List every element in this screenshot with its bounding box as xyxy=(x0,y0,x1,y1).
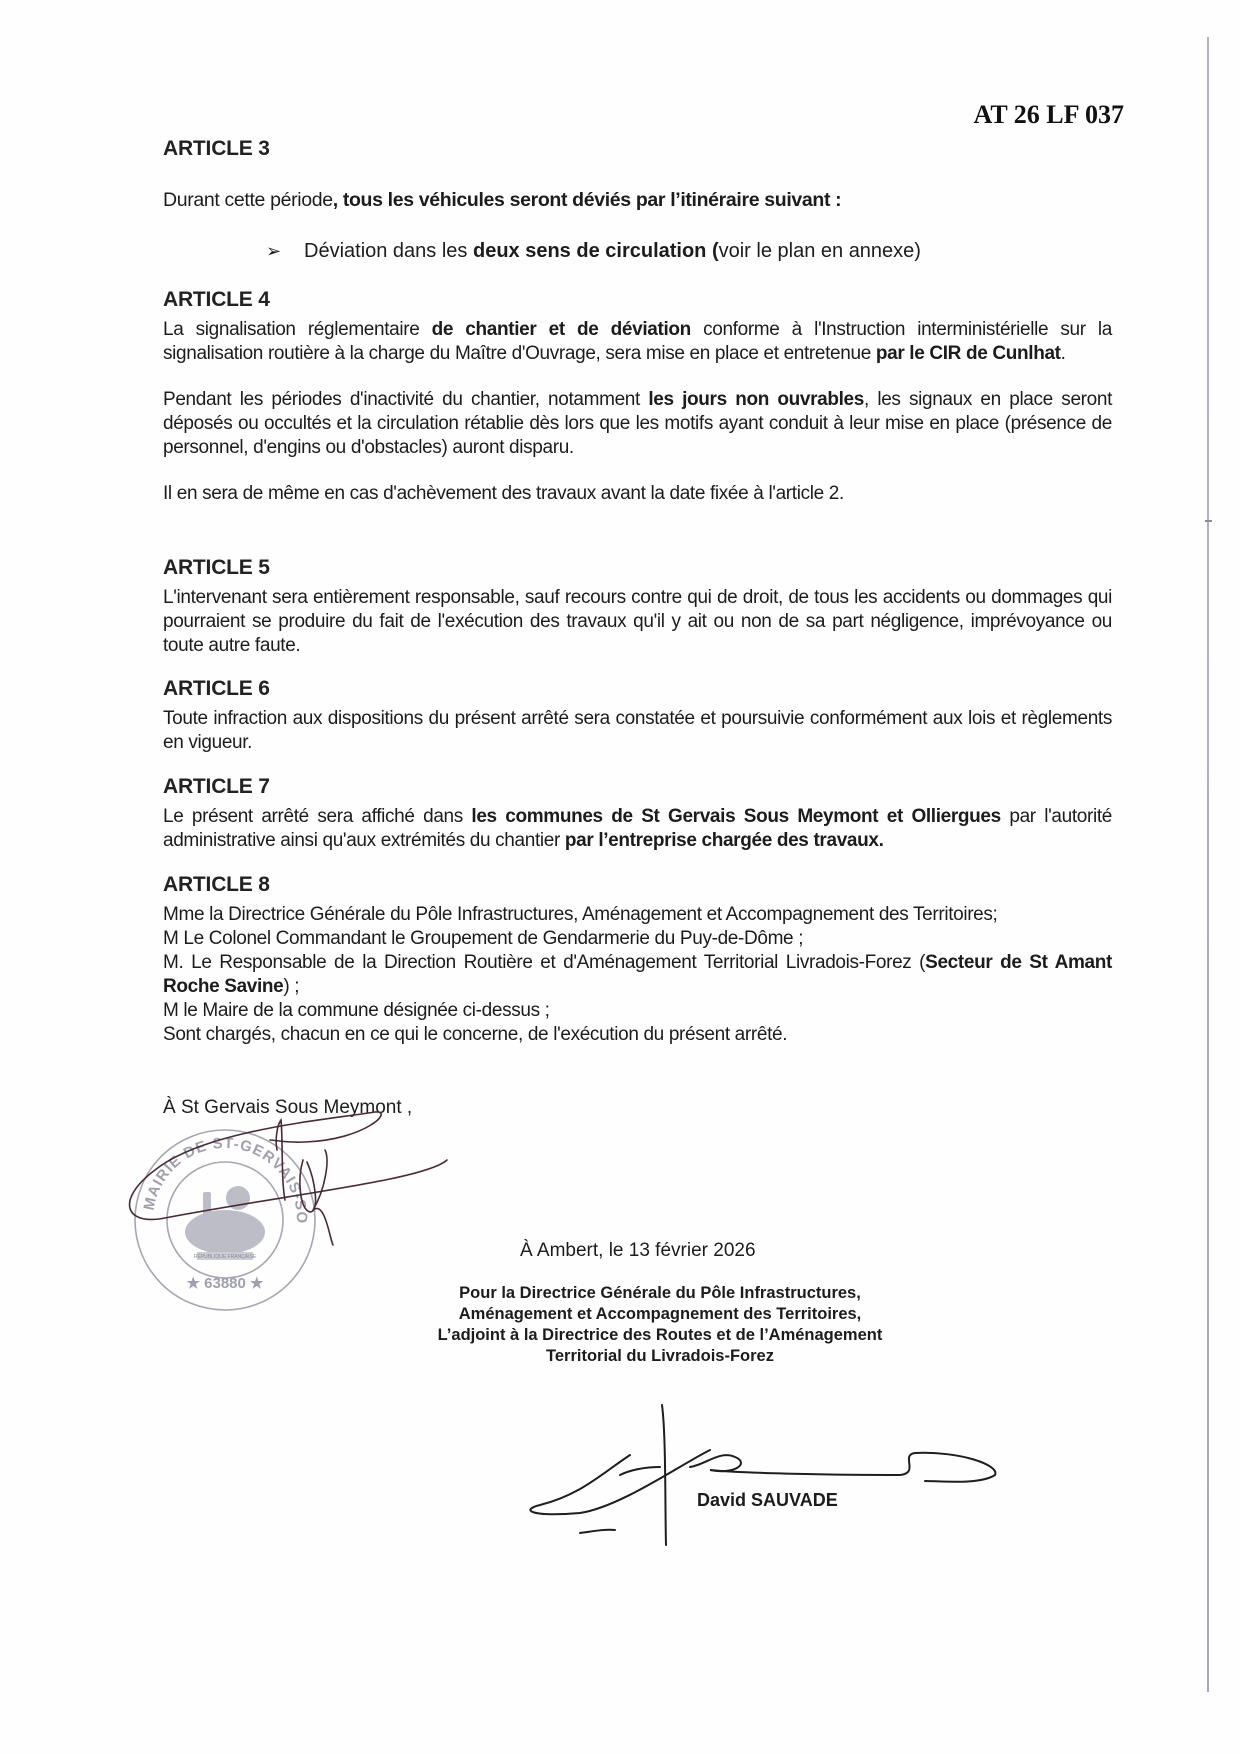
signatory-title-line: Aménagement et Accompagnement des Territoires, xyxy=(458,1305,862,1323)
text-bold: les jours non ouvrables xyxy=(648,389,864,410)
text: , les signaux en place seront déposés ou occultés et la circulation rétablie dès lors que les motifs ayant conduit à leur mise en place (présence de personnel, d'engins ou d'obstacles) auront disparu. xyxy=(163,389,1112,458)
article-5 xyxy=(163,556,1112,658)
article-8 xyxy=(163,873,1112,1047)
stamp-banner: RÉPUBLIQUE FRANÇAISE xyxy=(193,1254,257,1260)
text-bold: de chantier et de déviation xyxy=(431,319,691,340)
text: par l'autorité administrative ainsi qu'aux extrémités du chantier xyxy=(163,806,1112,851)
article-3-intro-plain: Durant cette période xyxy=(163,189,333,211)
article-4-paragraph-2 xyxy=(163,388,1112,460)
article-3-bullet xyxy=(266,240,921,263)
signatory-title-line: Territorial du Livradois-Forez xyxy=(546,1347,774,1365)
mayor-signature xyxy=(125,1100,465,1250)
stamp-postcode: ★ 63880 ★ xyxy=(186,1275,264,1292)
article-4 xyxy=(163,288,1112,506)
article-7-text xyxy=(163,805,1112,853)
signatory-title-line: L’adjoint à la Directrice des Routes et de l’Aménagement xyxy=(437,1326,883,1344)
document-reference: AT 26 LF 037 xyxy=(973,100,1124,129)
article-8-line-3 xyxy=(163,951,1112,999)
article-7 xyxy=(163,775,1112,853)
bullet-text-plain-1: Déviation dans les xyxy=(304,240,473,262)
article-8-line-1: Mme la Directrice Générale du Pôle Infrastructures, Aménagement et Accompagnement des Territoires; xyxy=(163,904,998,925)
article-8-line-2: M Le Colonel Commandant le Groupement de Gendarmerie du Puy-de-Dôme ; xyxy=(163,928,804,949)
article-7-heading: ARTICLE 7 xyxy=(163,775,270,798)
text-bold: par le CIR de Cunlhat xyxy=(875,343,1061,364)
article-6-heading: ARTICLE 6 xyxy=(163,677,270,700)
signatory-title-line: Pour la Directrice Générale du Pôle Infrastructures, xyxy=(459,1284,861,1302)
article-8-line-4: M le Maire de la commune désignée ci-dessus ; xyxy=(163,1000,550,1021)
text: conforme à l'Instruction interministérielle sur la signalisation routière à la charge du Maître d'Ouvrage, sera mise en place et entretenue xyxy=(163,319,1112,364)
article-4-paragraph-1 xyxy=(163,318,1112,366)
text: ) ; xyxy=(283,976,300,997)
article-5-text: L'intervenant sera entièrement responsable, sauf recours contre qui de droit, de tous les accidents ou dommages qui pourraient se produire du fait de l'exécution des travaux qu'il y ait ou non de sa part négligence, imprévoyance ou toute autre faute. xyxy=(163,587,1112,656)
place-line: À St Gervais Sous Meymont , xyxy=(163,1097,413,1118)
article-6-text: Toute infraction aux dispositions du présent arrêté sera constatée et poursuivie conformément aux lois et règlements en vigueur. xyxy=(163,708,1112,753)
article-3-intro-bold: , tous les véhicules seront déviés par l’itinéraire suivant : xyxy=(332,189,842,211)
signatory-signature xyxy=(520,1395,1000,1555)
article-8-line-5: Sont chargés, chacun en ce qui le concerne, de l'exécution du présent arrêté. xyxy=(163,1024,788,1045)
date-line: À Ambert, le 13 février 2026 xyxy=(520,1240,756,1261)
text: La signalisation réglementaire xyxy=(163,319,432,340)
article-3-heading: ARTICLE 3 xyxy=(163,137,270,160)
text: Le présent arrêté sera affiché dans xyxy=(163,806,472,827)
scan-edge-tick xyxy=(1205,520,1212,522)
text: . xyxy=(1060,343,1066,364)
article-4-heading: ARTICLE 4 xyxy=(163,288,270,311)
signatory-name: David SAUVADE xyxy=(697,1490,838,1510)
text: Pendant les périodes d'inactivité du chantier, notamment xyxy=(163,389,649,410)
arrow-bullet-icon: ➢ xyxy=(266,241,282,261)
article-3 xyxy=(163,137,1112,161)
text-bold: les communes de St Gervais Sous Meymont et Olliergues xyxy=(471,806,1001,827)
bullet-text-plain-2: voir le plan en annexe) xyxy=(718,240,921,262)
scan-edge-line xyxy=(1207,37,1209,1692)
article-6 xyxy=(163,677,1112,755)
article-3-intro xyxy=(163,188,1112,212)
article-4-paragraph-3: Il en sera de même en cas d'achèvement des travaux avant la date fixée à l'article 2. xyxy=(163,483,844,504)
stamp-ring-text: MAIRIE DE ST-GERVAIS-SOUS-MEYMONT xyxy=(118,1107,311,1225)
article-5-heading: ARTICLE 5 xyxy=(163,556,270,579)
text: M. Le Responsable de la Direction Routière et d'Aménagement Territorial Livradois-Forez ( xyxy=(163,952,926,973)
bullet-text-bold: deux sens de circulation ( xyxy=(472,240,719,262)
article-8-heading: ARTICLE 8 xyxy=(163,873,270,896)
text-bold: Secteur de St Amant Roche Savine xyxy=(163,952,1112,997)
text-bold: par l’entreprise chargée des travaux. xyxy=(564,830,884,851)
signatory-title xyxy=(380,1283,940,1367)
